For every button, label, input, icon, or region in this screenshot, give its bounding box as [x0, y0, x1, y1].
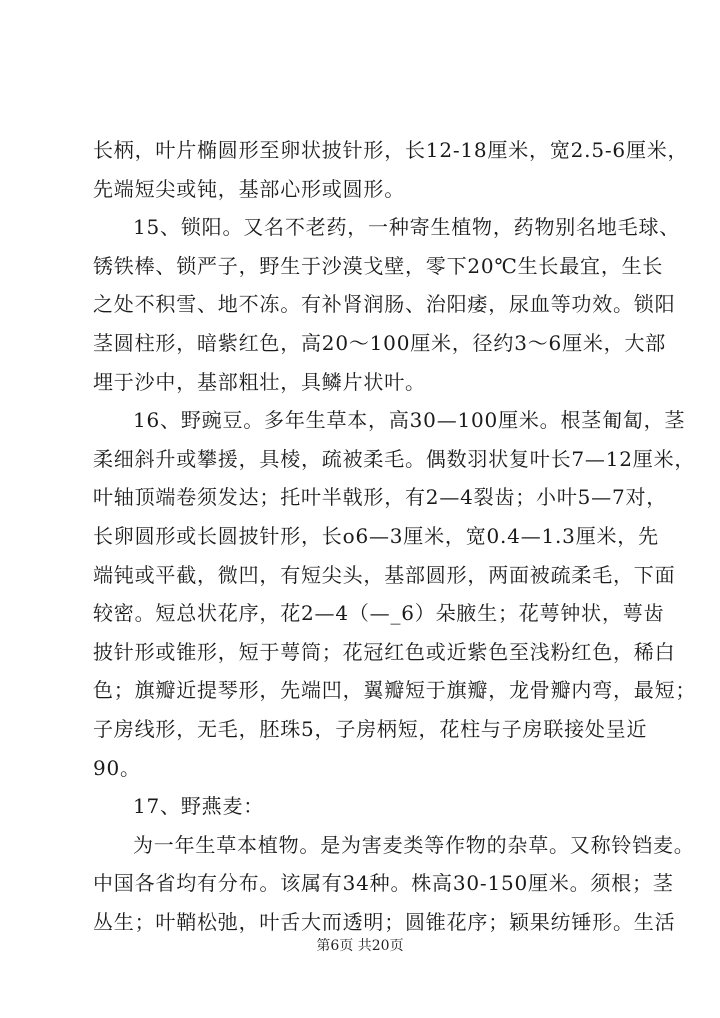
document-body — [93, 131, 697, 941]
paragraph-start-line: 16、野豌豆。多年生草本，高30—100厘米。根茎匍匐，茎 — [133, 408, 686, 433]
text-line: 叶轴顶端卷须发达；托叶半戟形，有2—4裂齿；小叶5—7对， — [93, 485, 668, 510]
text-line: 之处不积雪、地不冻。有补肾润肠、治阳痿，尿血等功效。锁阳 — [93, 292, 676, 317]
text-line: 较密。短总状花序，花2—4（—_6）朵腋生；花萼钟状，萼齿 — [93, 601, 665, 626]
text-line: 子房线形，无毛，胚珠5，子房柄短，花柱与子房联接处呈近 — [93, 716, 648, 741]
paragraph-start-line: 为一年生草本植物。是为害麦类等作物的杂草。又称铃铛麦。 — [133, 832, 695, 857]
page-number-footer: 第6页 共20页 — [316, 938, 404, 954]
text-line: 柔细斜升或攀援，具棱，疏被柔毛。偶数羽状复叶长7—12厘米， — [93, 446, 696, 471]
text-line: 端钝或平截，微凹，有短尖头，基部圆形，两面被疏柔毛，下面 — [93, 562, 676, 587]
section-heading: 17、野燕麦： — [133, 794, 265, 819]
text-line: 90。 — [93, 755, 141, 780]
text-line: 披针形或锥形，短于萼筒；花冠红色或近紫色至浅粉红色，稀白 — [93, 639, 676, 664]
text-line: 色；旗瓣近提琴形，先端凹，翼瓣短于旗瓣，龙骨瓣内弯，最短； — [93, 678, 697, 703]
text-line: 锈铁棒、锁严子，野生于沙漠戈壁，零下20℃生长最宜，生长 — [93, 253, 664, 278]
text-line: 长卵圆形或长圆披针形，长o6—3厘米，宽0.4—1.3厘米，先 — [93, 523, 659, 548]
text-line: 茎圆柱形，暗紫红色，高20～100厘米，径约3～6厘米，大部 — [93, 330, 667, 355]
text-line: 中国各省均有分布。该属有34种。株高30-150厘米。须根；茎 — [93, 871, 674, 896]
text-line: 埋于沙中，基部粗壮，具鳞片状叶。 — [93, 369, 426, 394]
text-line: 长柄，叶片椭圆形至卵状披针形，长12-18厘米，宽2.5-6厘米， — [93, 138, 689, 162]
text-line: 丛生；叶鞘松弛，叶舌大而透明；圆锥花序；颖果纺锤形。生活 — [93, 909, 676, 934]
text-line: 先端短尖或钝，基部心形或圆形。 — [93, 176, 405, 201]
paragraph-start-line: 15、锁阳。又名不老药，一种寄生植物，药物别名地毛球、 — [133, 215, 681, 240]
